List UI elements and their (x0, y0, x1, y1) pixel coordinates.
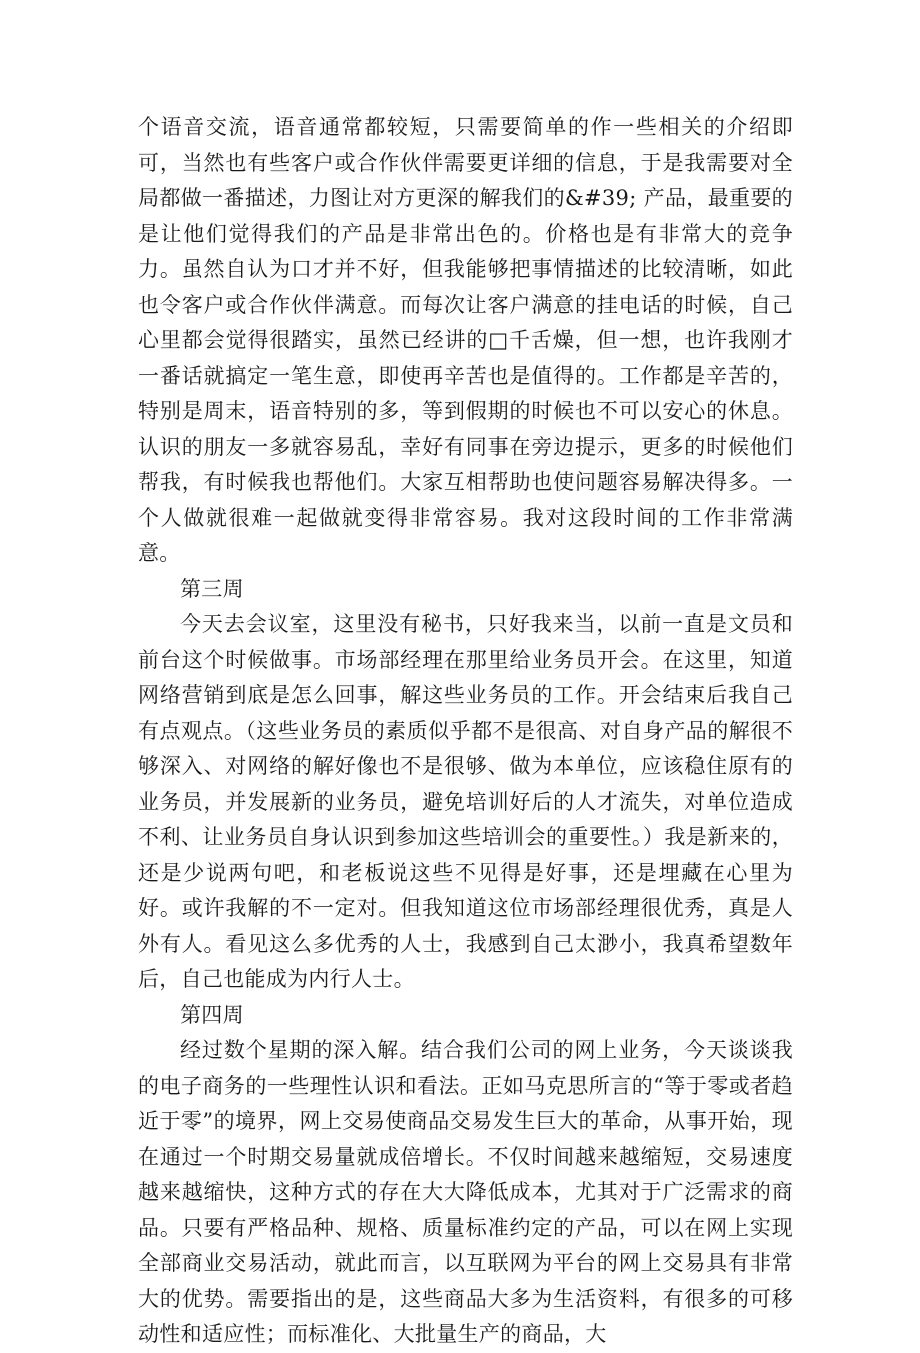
paragraph-week-three: 今天去会议室，这里没有秘书，只好我来当，以前一直是文员和前台这个时候做事。市场部经理在那里给业务员开会。在这里，知道网络营销到底是怎么回事，解这些业务员的工作。开会结束后我自己有点观点。（这些业务员的素质似乎都不是很高、对自身产品的解很不够深入、对网络的解好像也不是很够、做为本单位，应该稳住原有的业务员，并发展新的业务员，避免培训好后的人才流失，对单位造成不利、让业务员自身认识到参加这些培训会的重要性。）我是新来的，还是少说两句吧，和老板说这些不见得是好事，还是埋藏在心里为好。或许我解的不一定对。但我知道这位市场部经理很优秀，真是人外有人。看见这么多优秀的人士，我感到自己太渺小，我真希望数年后，自己也能成为内行人士。 (138, 612, 793, 991)
document-body (138, 110, 793, 1353)
paragraph-week-four: 经过数个星期的深入解。结合我们公司的网上业务，今天谈谈我的电子商务的一些理性认识和看法。正如马克思所言的“等于零或者趋近于零”的境界，网上交易使商品交易发生巨大的革命，从事开始，现在通过一个时期交易量就成倍增长。不仅时间越来越缩短，交易速度越来越缩快，这种方式的存在大大降低成本，尤其对于广泛需求的商品。只要有严格品种、规格、质量标准约定的产品，可以在网上实现全部商业交易活动，就此而言，以互联网为平台的网上交易具有非常大的优势。需要指出的是，这些商品大多为生活资料，有很多的可移动性和适应性；而标准化、大批量生产的商品，大 (138, 1038, 793, 1346)
heading-week-three: 第三周 (180, 576, 244, 601)
paragraph-intro: 个语音交流，语音通常都较短，只需要简单的作一些相关的介绍即可，当然也有些客户或合作伙伴需要更详细的信息，于是我需要对全局都做一番描述，力图让对方更深的解我们的&#39; 产品，最重要的是让他们觉得我们的产品是非常出色的。价格也是有非常大的竞争力。虽然自认为口才并不好，但我能够把事情描述的比较清晰，如此也令客户或合作伙伴满意。而每次让客户满意的挂电话的时候，自己心里都会觉得很踏实，虽然已经讲的□千舌燥，但一想，也许我刚才一番话就搞定一笔生意，即使再辛苦也是值得的。工作都是辛苦的，特别是周末，语音特别的多，等到假期的时候也不可以安心的休息。认识的朋友一多就容易乱，幸好有同事在旁边提示，更多的时候他们帮我，有时候我也帮他们。大家互相帮助也使问题容易解决得多。一个人做就很难一起做就变得非常容易。我对这段时间的工作非常满意。 (138, 115, 793, 565)
heading-week-four: 第四周 (180, 1002, 244, 1027)
